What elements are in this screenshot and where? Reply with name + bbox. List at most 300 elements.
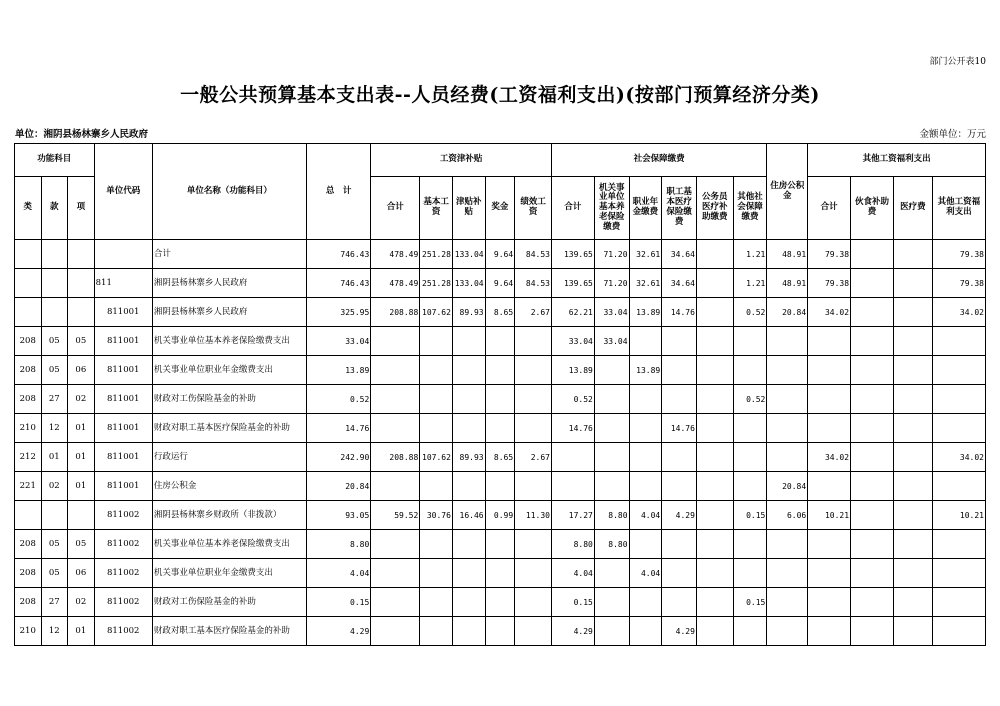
value-cell (932, 530, 985, 559)
value-cell: 34.02 (932, 298, 985, 327)
value-cell: 1.21 (733, 240, 767, 269)
value-cell: 33.04 (594, 298, 629, 327)
xiang-cell: 02 (68, 385, 95, 414)
value-cell (420, 356, 453, 385)
value-cell: 4.04 (306, 559, 370, 588)
value-cell: 0.52 (551, 385, 594, 414)
value-cell: 14.76 (306, 414, 370, 443)
value-cell (594, 385, 629, 414)
value-cell (485, 327, 515, 356)
housing-fund-header: 住房公积金 (767, 144, 808, 240)
value-cell (662, 472, 697, 501)
value-cell: 2.67 (515, 443, 552, 472)
value-cell (851, 240, 894, 269)
value-cell (452, 385, 485, 414)
value-cell: 48.91 (767, 269, 808, 298)
unit-code-cell: 811001 (94, 385, 152, 414)
xiang-cell: 06 (68, 559, 95, 588)
value-cell: 71.20 (594, 240, 629, 269)
value-cell (808, 327, 851, 356)
value-cell: 14.76 (662, 414, 697, 443)
lei-cell (15, 240, 42, 269)
xiang-cell: 01 (68, 472, 95, 501)
value-cell (515, 356, 552, 385)
value-cell (371, 472, 420, 501)
value-cell (629, 414, 662, 443)
value-cell (420, 327, 453, 356)
table-row (15, 327, 986, 356)
value-cell (893, 530, 932, 559)
value-cell (767, 327, 808, 356)
value-cell (420, 385, 453, 414)
amount-unit-label: 金额单位：万元 (919, 129, 986, 140)
value-cell (851, 414, 894, 443)
table-row (15, 588, 986, 617)
value-cell: 13.89 (629, 356, 662, 385)
value-cell (515, 327, 552, 356)
value-cell: 10.21 (932, 501, 985, 530)
value-cell (767, 443, 808, 472)
value-cell (893, 443, 932, 472)
value-cell: 9.64 (485, 269, 515, 298)
value-cell: 13.89 (306, 356, 370, 385)
value-cell (696, 327, 733, 356)
value-cell (515, 559, 552, 588)
value-cell (808, 617, 851, 646)
value-cell: 48.91 (767, 240, 808, 269)
value-cell: 62.21 (551, 298, 594, 327)
social-col-header: 机关事业单位基本养老保险缴费 (594, 177, 629, 240)
value-cell (696, 385, 733, 414)
value-cell (594, 472, 629, 501)
value-cell (485, 559, 515, 588)
value-cell: 208.88 (371, 298, 420, 327)
value-cell: 79.38 (808, 269, 851, 298)
kuan-cell (41, 298, 68, 327)
value-cell (594, 559, 629, 588)
value-cell (629, 588, 662, 617)
lei-cell: 208 (15, 588, 42, 617)
value-cell: 0.52 (733, 385, 767, 414)
table-row (15, 240, 986, 269)
unit-code-cell: 811001 (94, 327, 152, 356)
value-cell: 30.76 (420, 501, 453, 530)
value-cell: 14.76 (662, 298, 697, 327)
value-cell: 20.84 (306, 472, 370, 501)
kuan-cell: 12 (41, 414, 68, 443)
value-cell (420, 559, 453, 588)
wage-col-header: 津贴补贴 (452, 177, 485, 240)
value-cell (851, 617, 894, 646)
other-col-header: 其他工资福利支出 (932, 177, 985, 240)
value-cell (851, 385, 894, 414)
value-cell (851, 443, 894, 472)
value-cell: 139.65 (551, 240, 594, 269)
value-cell (662, 443, 697, 472)
unit-name-cell: 机关事业单位职业年金缴费支出 (152, 559, 306, 588)
value-cell (420, 588, 453, 617)
value-cell (629, 327, 662, 356)
value-cell: 107.62 (420, 298, 453, 327)
value-cell (515, 617, 552, 646)
value-cell (767, 588, 808, 617)
value-cell (629, 617, 662, 646)
value-cell (733, 327, 767, 356)
value-cell (808, 472, 851, 501)
value-cell (696, 240, 733, 269)
lei-cell: 208 (15, 385, 42, 414)
value-cell (696, 443, 733, 472)
value-cell (452, 588, 485, 617)
wage-col-header: 合计 (371, 177, 420, 240)
value-cell: 33.04 (551, 327, 594, 356)
unit-label: 单位：湘阴县杨林寨乡人民政府 (15, 129, 149, 140)
value-cell (371, 356, 420, 385)
unit-code-cell: 811001 (94, 472, 152, 501)
report-code-label: 部门公开表10 (929, 57, 986, 67)
value-cell: 8.80 (306, 530, 370, 559)
value-cell: 4.04 (629, 559, 662, 588)
value-cell (808, 356, 851, 385)
unit-code-cell: 811 (94, 269, 152, 298)
kuan-cell: 27 (41, 385, 68, 414)
other-col-header: 合计 (808, 177, 851, 240)
value-cell (420, 617, 453, 646)
value-cell: 0.15 (733, 501, 767, 530)
value-cell (851, 588, 894, 617)
unit-name-cell: 湘阴县杨林寨乡人民政府 (152, 269, 306, 298)
value-cell (893, 588, 932, 617)
xiang-cell (68, 501, 95, 530)
value-cell (767, 559, 808, 588)
unit-name-cell: 财政对职工基本医疗保险基金的补助 (152, 414, 306, 443)
social-col-header: 职业年金缴费 (629, 177, 662, 240)
value-cell: 107.62 (420, 443, 453, 472)
value-cell (893, 298, 932, 327)
value-cell: 4.04 (551, 559, 594, 588)
value-cell (808, 559, 851, 588)
value-cell: 251.28 (420, 240, 453, 269)
kuan-cell: 05 (41, 356, 68, 385)
table-row (15, 269, 986, 298)
unit-code-cell: 811002 (94, 588, 152, 617)
value-cell (808, 414, 851, 443)
value-cell: 6.06 (767, 501, 808, 530)
page-title: 一般公共预算基本支出表--人员经费(工资福利支出)(按部门预算经济分类) (180, 84, 820, 106)
unit-name-cell: 行政运行 (152, 443, 306, 472)
xiang-cell: 06 (68, 356, 95, 385)
value-cell (485, 530, 515, 559)
value-cell: 478.49 (371, 269, 420, 298)
value-cell (932, 588, 985, 617)
value-cell: 84.53 (515, 240, 552, 269)
value-cell (696, 617, 733, 646)
value-cell (932, 414, 985, 443)
lei-header: 类 (15, 177, 42, 240)
kuan-cell: 05 (41, 559, 68, 588)
value-cell (696, 588, 733, 617)
value-cell (851, 327, 894, 356)
value-cell (893, 327, 932, 356)
value-cell (371, 530, 420, 559)
value-cell (371, 617, 420, 646)
value-cell (767, 414, 808, 443)
value-cell: 478.49 (371, 240, 420, 269)
value-cell (515, 530, 552, 559)
xiang-cell: 05 (68, 530, 95, 559)
unit-code-cell: 811002 (94, 501, 152, 530)
value-cell: 0.99 (485, 501, 515, 530)
kuan-cell: 27 (41, 588, 68, 617)
value-cell (452, 472, 485, 501)
kuan-cell: 12 (41, 617, 68, 646)
xiang-header: 项 (68, 177, 95, 240)
value-cell: 13.89 (629, 298, 662, 327)
value-cell (594, 356, 629, 385)
value-cell: 34.64 (662, 240, 697, 269)
value-cell (452, 617, 485, 646)
value-cell: 14.76 (551, 414, 594, 443)
value-cell (851, 269, 894, 298)
value-cell (932, 327, 985, 356)
value-cell: 208.88 (371, 443, 420, 472)
lei-cell: 221 (15, 472, 42, 501)
other-group-header: 其他工资福利支出 (808, 144, 986, 177)
value-cell: 2.67 (515, 298, 552, 327)
lei-cell: 208 (15, 530, 42, 559)
unit-name-cell: 湘阴县杨林寨乡财政所（非拨款） (152, 501, 306, 530)
value-cell (851, 356, 894, 385)
value-cell (893, 414, 932, 443)
value-cell (767, 356, 808, 385)
kuan-cell (41, 501, 68, 530)
wage-col-header: 基本工资 (420, 177, 453, 240)
xiang-cell (68, 298, 95, 327)
value-cell: 33.04 (594, 327, 629, 356)
kuan-cell (41, 240, 68, 269)
value-cell (452, 356, 485, 385)
unit-code-cell: 811002 (94, 530, 152, 559)
value-cell (733, 472, 767, 501)
lei-cell: 212 (15, 443, 42, 472)
social-col-header: 合计 (551, 177, 594, 240)
value-cell (629, 472, 662, 501)
value-cell: 32.61 (629, 269, 662, 298)
other-col-header: 医疗费 (893, 177, 932, 240)
value-cell: 746.43 (306, 269, 370, 298)
value-cell (452, 414, 485, 443)
value-cell (893, 356, 932, 385)
value-cell (696, 298, 733, 327)
table-row (15, 414, 986, 443)
unit-code-cell: 811001 (94, 356, 152, 385)
table-row (15, 617, 986, 646)
value-cell (485, 356, 515, 385)
value-cell: 71.20 (594, 269, 629, 298)
value-cell (893, 269, 932, 298)
kuan-cell: 05 (41, 530, 68, 559)
value-cell (515, 414, 552, 443)
value-cell (594, 414, 629, 443)
wage-group-header: 工资津补贴 (371, 144, 552, 177)
unit-code-header: 单位代码 (94, 144, 152, 240)
value-cell (851, 559, 894, 588)
lei-cell (15, 298, 42, 327)
value-cell: 16.46 (452, 501, 485, 530)
value-cell (696, 414, 733, 443)
value-cell (808, 588, 851, 617)
value-cell (893, 385, 932, 414)
value-cell: 746.43 (306, 240, 370, 269)
value-cell: 8.80 (594, 501, 629, 530)
value-cell: 59.52 (371, 501, 420, 530)
unit-name-cell: 机关事业单位基本养老保险缴费支出 (152, 327, 306, 356)
unit-code-cell (94, 240, 152, 269)
value-cell (733, 559, 767, 588)
value-cell: 10.21 (808, 501, 851, 530)
value-cell: 251.28 (420, 269, 453, 298)
lei-cell: 208 (15, 356, 42, 385)
value-cell: 79.38 (808, 240, 851, 269)
value-cell: 4.04 (629, 501, 662, 530)
value-cell (696, 530, 733, 559)
lei-cell: 208 (15, 327, 42, 356)
value-cell: 0.52 (306, 385, 370, 414)
value-cell (420, 530, 453, 559)
value-cell: 242.90 (306, 443, 370, 472)
value-cell (452, 559, 485, 588)
value-cell (371, 559, 420, 588)
value-cell (485, 588, 515, 617)
value-cell (696, 356, 733, 385)
value-cell: 34.64 (662, 269, 697, 298)
value-cell (932, 356, 985, 385)
value-cell (733, 414, 767, 443)
value-cell (733, 530, 767, 559)
unit-name-cell: 财政对工伤保险基金的补助 (152, 385, 306, 414)
value-cell: 17.27 (551, 501, 594, 530)
value-cell: 325.95 (306, 298, 370, 327)
value-cell: 4.29 (551, 617, 594, 646)
value-cell: 33.04 (306, 327, 370, 356)
value-cell (767, 530, 808, 559)
value-cell (932, 617, 985, 646)
value-cell (452, 530, 485, 559)
value-cell (808, 530, 851, 559)
value-cell: 93.05 (306, 501, 370, 530)
xiang-cell: 05 (68, 327, 95, 356)
value-cell (662, 588, 697, 617)
unit-name-header: 单位名称（功能科目） (152, 144, 306, 240)
value-cell (371, 327, 420, 356)
table-row (15, 298, 986, 327)
xiang-cell: 01 (68, 443, 95, 472)
value-cell: 89.93 (452, 443, 485, 472)
value-cell (851, 501, 894, 530)
value-cell (893, 472, 932, 501)
unit-code-cell: 811002 (94, 617, 152, 646)
value-cell: 0.15 (733, 588, 767, 617)
value-cell (594, 588, 629, 617)
xiang-cell: 01 (68, 617, 95, 646)
value-cell: 139.65 (551, 269, 594, 298)
value-cell (662, 559, 697, 588)
value-cell (932, 559, 985, 588)
kuan-cell: 01 (41, 443, 68, 472)
value-cell: 4.29 (306, 617, 370, 646)
expenditure-table (14, 143, 986, 646)
value-cell (420, 414, 453, 443)
value-cell (662, 356, 697, 385)
value-cell: 4.29 (662, 617, 697, 646)
value-cell: 79.38 (932, 240, 985, 269)
func-subject-header: 功能科目 (15, 144, 95, 177)
value-cell (696, 501, 733, 530)
value-cell: 8.80 (594, 530, 629, 559)
value-cell (767, 385, 808, 414)
unit-name-cell: 财政对工伤保险基金的补助 (152, 588, 306, 617)
unit-name-cell: 湘阴县杨林寨乡人民政府 (152, 298, 306, 327)
table-row (15, 443, 986, 472)
value-cell: 133.04 (452, 269, 485, 298)
value-cell: 34.02 (808, 298, 851, 327)
table-row (15, 530, 986, 559)
value-cell (893, 559, 932, 588)
unit-name-cell: 合计 (152, 240, 306, 269)
value-cell: 79.38 (932, 269, 985, 298)
value-cell: 11.30 (515, 501, 552, 530)
kuan-cell (41, 269, 68, 298)
value-cell (551, 472, 594, 501)
value-cell (662, 385, 697, 414)
unit-code-cell: 811001 (94, 414, 152, 443)
table-row (15, 356, 986, 385)
total-header: 总 计 (306, 144, 370, 240)
unit-code-cell: 811002 (94, 559, 152, 588)
social-col-header: 公务员医疗补助缴费 (696, 177, 733, 240)
value-cell: 8.65 (485, 298, 515, 327)
value-cell (485, 617, 515, 646)
value-cell: 89.93 (452, 298, 485, 327)
value-cell (515, 385, 552, 414)
unit-name-cell: 机关事业单位基本养老保险缴费支出 (152, 530, 306, 559)
value-cell: 8.80 (551, 530, 594, 559)
value-cell (662, 530, 697, 559)
value-cell: 34.02 (808, 443, 851, 472)
wage-col-header: 绩效工资 (515, 177, 552, 240)
value-cell: 133.04 (452, 240, 485, 269)
kuan-header: 款 (41, 177, 68, 240)
kuan-cell: 02 (41, 472, 68, 501)
value-cell (893, 617, 932, 646)
value-cell (551, 443, 594, 472)
unit-code-cell: 811001 (94, 298, 152, 327)
lei-cell (15, 501, 42, 530)
xiang-cell: 01 (68, 414, 95, 443)
value-cell (932, 472, 985, 501)
unit-code-cell: 811001 (94, 443, 152, 472)
xiang-cell: 02 (68, 588, 95, 617)
social-group-header: 社会保障缴费 (551, 144, 766, 177)
value-cell (452, 327, 485, 356)
value-cell (662, 327, 697, 356)
value-cell (932, 385, 985, 414)
value-cell (629, 385, 662, 414)
value-cell (733, 617, 767, 646)
value-cell: 32.61 (629, 240, 662, 269)
kuan-cell: 05 (41, 327, 68, 356)
value-cell (808, 385, 851, 414)
